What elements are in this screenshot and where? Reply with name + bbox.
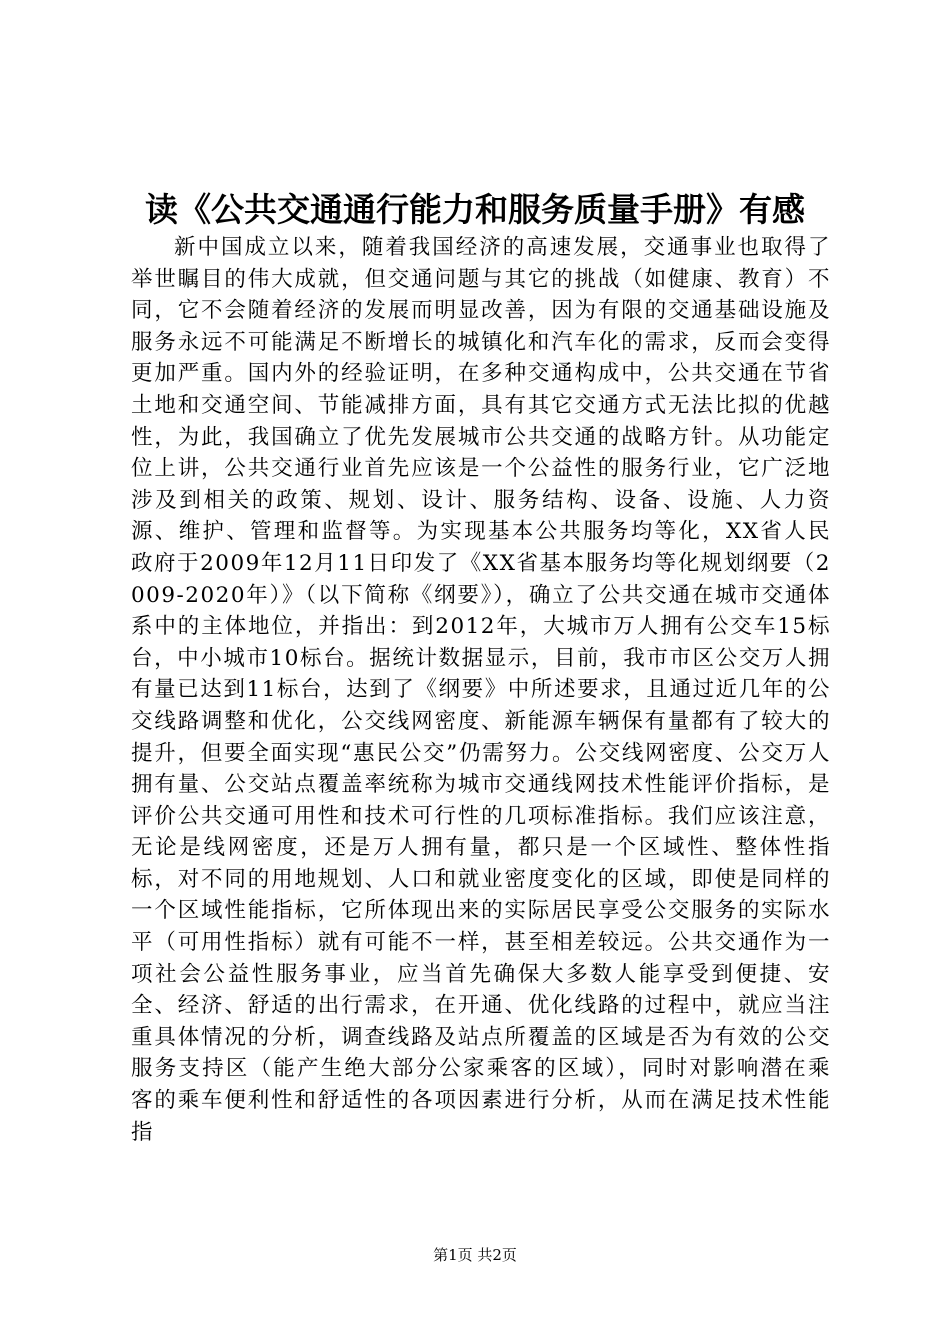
document-title: 读《公共交通通行能力和服务质量手册》有感 — [145, 190, 805, 229]
page-number-footer: 第1页 共2页 — [433, 1246, 517, 1264]
document-body-paragraph: 新中国成立以来，随着我国经济的高速发展，交通事业也取得了举世瞩目的伟大成就，但交通问题与其它的挑战（如健康、教育）不同，它不会随着经济的发展而明显改善，因为有限的交通基础设施及服务永远不可能满足不断增长的城镇化和汽车化的需求，反而会变得更加严重。国内外的经验证明，在多种交通构成中，公共交通在节省土地和交通空间、节能减排方面，具有其它交通方式无法比拟的优越性，为此，我国确立了优先发展城市公共交通的战略方针。从功能定位上讲，公共交通行业首先应该是一个公益性的服务行业，它广泛地涉及到相关的政策、规划、设计、服务结构、设备、设施、人力资源、维护、管理和监督等。为实现基本公共服务均等化，XX省人民政府于2009年12月11日印发了《XX省基本服务均等化规划纲要（2009-2020年）》（以下简称《纲要》），确立了公共交通在城市交通体系中的主体地位，并指出：到2012年，大城市万人拥有公交车15标台，中小城市10标台。据统计数据显示，目前，我市市区公交万人拥有量已达到11标台，达到了《纲要》中所述要求，且通过近几年的公交线路调整和优化，公交线网密度、新能源车辆保有量都有了较大的提升，但要全面实现“惠民公交”仍需努力。公交线网密度、公交万人拥有量、公交站点覆盖率统称为城市交通线网技术性能评价指标，是评价公共交通可用性和技术可行性的几项标准指标。我们应该注意，无论是线网密度，还是万人拥有量，都只是一个区域性、整体性指标，对不同的用地规划、人口和就业密度变化的区域，即使是同样的一个区域性能指标，它所体现出来的实际居民享受公交服务的实际水平（可用性指标）就有可能不一样，甚至相差较远。公共交通作为一项社会公益性服务事业，应当首先确保大多数人能享受到便捷、安全、经济、舒适的出行需求，在开通、优化线路的过程中，就应当注重具体情况的分析，调查线路及站点所覆盖的区域是否为有效的公交服务支持区（能产生绝大部分公家乘客的区域），同时对影响潜在乘客的乘车便利性和舒适性的各项因素进行分析，从而在满足技术性能指 — [131, 235, 831, 1145]
